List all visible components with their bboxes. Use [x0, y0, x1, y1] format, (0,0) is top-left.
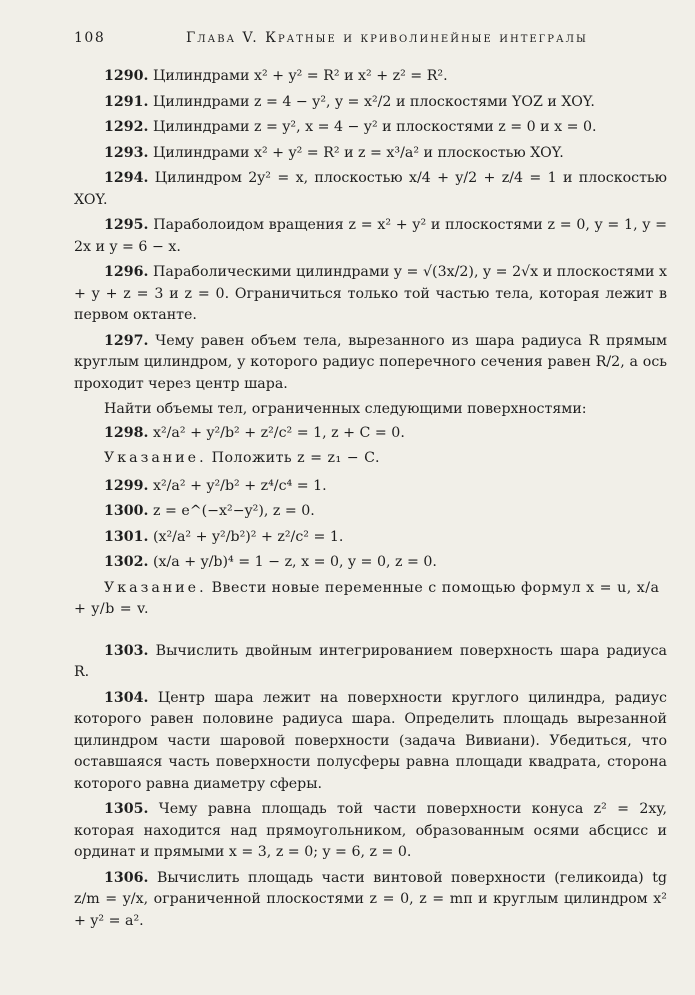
hint-1298: Указание. Положить z = z₁ − C. — [104, 450, 380, 466]
hint-1302: Указание. Ввести новые переменные с помощью формул x = u, x/a + y/b = v. — [74, 579, 660, 617]
problem-1294: 1294. Цилиндром 2y² = x, плоскостью x/4 + y/2 + z/4 = 1 и плоскостью XOY. — [74, 170, 667, 208]
page-content — [74, 66, 667, 936]
problem-1297: 1297. Чему равен объем тела, вырезанного из шара радиуса R прямым круглым цилиндром, у которого радиус поперечного сечения равен R/2, а ось проходит через центр шара. — [74, 332, 668, 392]
problem-1291: 1291. Цилиндрами z = 4 − y², y = x²/2 и плоскостями YOZ и XOY. — [104, 93, 595, 110]
problem-1302: 1302. (x/a + y/b)⁴ = 1 − z, x = 0, y = 0, z = 0. — [104, 554, 437, 570]
problem-1296: 1296. Параболическими цилиндрами y = √(3x/2), y = 2√x и плоскостями x + y + z = 3 и z = 0. Ограничиться только той частью тела, которая лежит в первом октанте. — [74, 264, 668, 323]
page-number: 108 — [74, 30, 106, 46]
problem-1301: 1301. (x²/a² + y²/b²)² + z²/c² = 1. — [104, 528, 344, 545]
page-header — [74, 30, 663, 52]
section-intro: Найти объемы тел, ограниченных следующими поверхностями: — [104, 401, 587, 417]
problem-1300: 1300. z = e^(−x²−y²), z = 0. — [104, 503, 315, 519]
running-title: Глава V. Кратные и криволинейные интегралы — [186, 30, 588, 46]
problem-1295: 1295. Параболоидом вращения z = x² + y² и плоскостями z = 0, y = 1, y = 2x и y = 6 − x. — [74, 217, 667, 255]
problem-1299: 1299. x²/a² + y²/b² + z⁴/c⁴ = 1. — [104, 477, 327, 494]
problem-1290: 1290. Цилиндрами x² + y² = R² и x² + z² = R². — [104, 68, 448, 84]
problem-1293: 1293. Цилиндрами x² + y² = R² и z = x³/a² и плоскостью XOY. — [104, 144, 564, 161]
problem-1306: 1306. Вычислить площадь части винтовой поверхности (геликоида) tg z/m = y/x, ограниченной плоскостями z = 0, z = mπ и круглым цилиндром x² + y² = a². — [74, 869, 667, 929]
problem-1298: 1298. x²/a² + y²/b² + z²/c² = 1, z + C = 0. — [104, 424, 405, 441]
problem-1292: 1292. Цилиндрами z = y², x = 4 − y² и плоскостями z = 0 и x = 0. — [104, 119, 597, 135]
problem-1304: 1304. Центр шара лежит на поверхности круглого цилиндра, радиус которого равен половине радиуса шара. Определить площадь вырезанной цилиндром части шаровой поверхности (задача Вивиани). Убедиться, что оставшаяся часть поверхности полусферы равна площади квадрата, сторона которого равна диаметру сферы. — [74, 689, 667, 792]
problem-1305: 1305. Чему равна площадь той части поверхности конуса z² = 2xy, которая находится над прямоугольником, образованным осями абсцисс и ординат и прямыми x = 3, z = 0; y = 6, z = 0. — [74, 801, 667, 860]
spacer — [74, 627, 667, 641]
problem-1303: 1303. Вычислить двойным интегрированием поверхность шара радиуса R. — [74, 642, 667, 680]
